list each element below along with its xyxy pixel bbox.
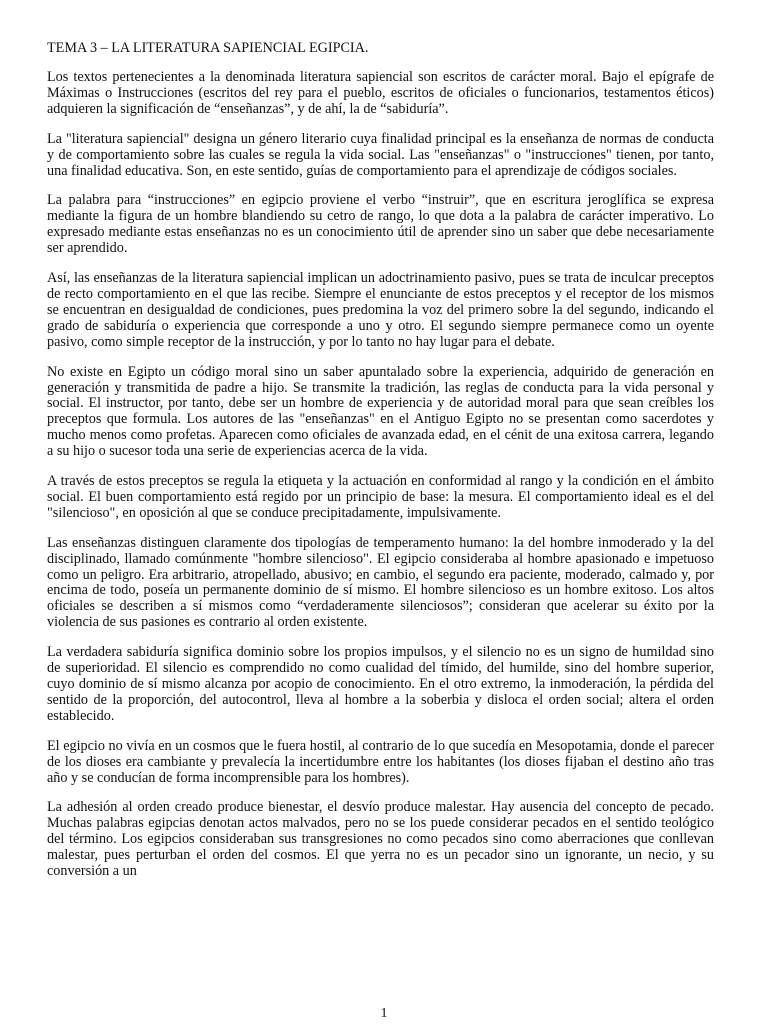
paragraph-intro: Los textos pertenecientes a la denominada literatura sapiencial son escritos de carácter moral. Bajo el epígrafe de Máximas o Instrucciones (escritos del rey para el pueblo, escritos de oficiales o funcionarios, testamentos éticos) adquieren la significación de “enseñanzas”, y de ahí, la de “sabiduría”. <box>47 69 714 117</box>
paragraph-etiquette: A través de estos preceptos se regula la etiqueta y la actuación en conformidad al rango y la condición en el ámbito social. El buen comportamiento está regido por un principio de base: la mesura. El comportamiento ideal es el del "silencioso", en oposición al que se conduce precipitadamente, impulsivamente. <box>47 473 714 521</box>
paragraph-instructions-word: La palabra para “instrucciones” en egipcio proviene el verbo “instruir”, que en escritura jeroglífica se expresa mediante la figura de un hombre blandiendo su cetro de rango, lo que dota a la palabra de carácter imperativo. Lo expresado mediante estas enseñanzas no es un conocimiento útil de aprender sino un saber que debe necesariamente ser aprendido. <box>47 192 714 257</box>
page-number: 1 <box>380 1006 388 1021</box>
document-page <box>47 40 714 894</box>
paragraph-temperaments: Las enseñanzas distinguen claramente dos tipologías de temperamento humano: la del hombre inmoderado y la del disciplinado, llamado comúnmente "hombre silencioso". El egipcio consideraba al hombre apasionado e impetuoso como un peligro. Era arbitrario, atropellado, abusivo; en cambio, el segundo era paciente, moderado, calmado y, por encima de todo, poseía un permanente dominio de sí mismo. El hombre silencioso es un hombre exitoso. Los altos oficiales se describen a sí mismos como “verdaderamente silenciosos”; consideran que acelerar su éxito por la violencia de sus pasiones es contrario al orden existente. <box>47 534 714 631</box>
page-title: TEMA 3 – LA LITERATURA SAPIENCIAL EGIPCIA. <box>47 40 369 56</box>
paragraph-order: La adhesión al orden creado produce bienestar, el desvío produce malestar. Hay ausencia del concepto de pecado. Muchas palabras egipcias denotan actos malvados, pero no se los puede considerar pecados en el sentido teológico del término. Los egipcios consideraban sus transgresiones no como pecados sino como aberraciones que conllevan malestar, pues perturban el orden del cosmos. El que yerra no es un pecador sino un ignorante, un necio, y su conversión a un <box>47 799 714 880</box>
paragraph-cosmos: El egipcio no vivía en un cosmos que le fuera hostil, al contrario de lo que sucedía en Mesopotamia, donde el parecer de los dioses era cambiante y prevalecía la incertidumbre entre los habitantes (los dioses fijaban el destino año tras año y se conducían de forma incomprensible para los hombres). <box>47 737 714 786</box>
paragraph-definition: La "literatura sapiencial" designa un género literario cuya finalidad principal es la enseñanza de normas de conducta y de comportamiento sobre las cuales se regula la vida social. Las "enseñanzas" o "instrucciones" tienen, por tanto, una finalidad educativa. Son, en este sentido, guías de comportamiento para el aprendizaje de códigos sociales. <box>47 130 714 179</box>
paragraph-passive-indoctrination: Así, las enseñanzas de la literatura sapiencial implican un adoctrinamiento pasivo, pues se trata de inculcar preceptos de recto comportamiento en el que las recibe. Siempre el enunciante de estos preceptos y el receptor de los mismos se encuentran en desigualdad de condiciones, pues predomina la voz del primero sobre la del segundo, indicando el grado de sabiduría o experiencia que corresponde a uno y otro. El segundo siempre permanece como un oyente pasivo, como simple receptor de la instrucción, y por lo tanto no hay lugar para el debate. <box>47 270 714 350</box>
paragraph-true-wisdom: La verdadera sabiduría significa dominio sobre los propios impulsos, y el silencio no es un signo de humildad sino de superioridad. El silencio es comprendido no como cualidad del tímido, del humilde, sino del hombre superior, cuyo dominio de sí mismo alcanza por acopio de conocimiento. En el otro extremo, la inmoderación, la pérdida del sentido de la proporción, del autocontrol, lleva al hombre a la soberbia y disloca el orden social; altera el orden establecido. <box>47 644 714 724</box>
paragraph-moral-code: No existe en Egipto un código moral sino un saber apuntalado sobre la experiencia, adquirido de generación en generación y transmitida de padre a hijo. Se transmite la tradición, las reglas de conducta para la vida personal y social. El instructor, por tanto, debe ser un hombre de experiencia y de autoridad moral para que sean creíbles los preceptos que formula. Los autores de las "enseñanzas" en el Antiguo Egipto no se presentan como sacerdotes y mucho menos como profetas. Aparecen como oficiales de avanzada edad, en el cénit de una exitosa carrera, legando a su hijo o sucesor toda una serie de experiencias acerca de la vida. <box>47 363 714 460</box>
